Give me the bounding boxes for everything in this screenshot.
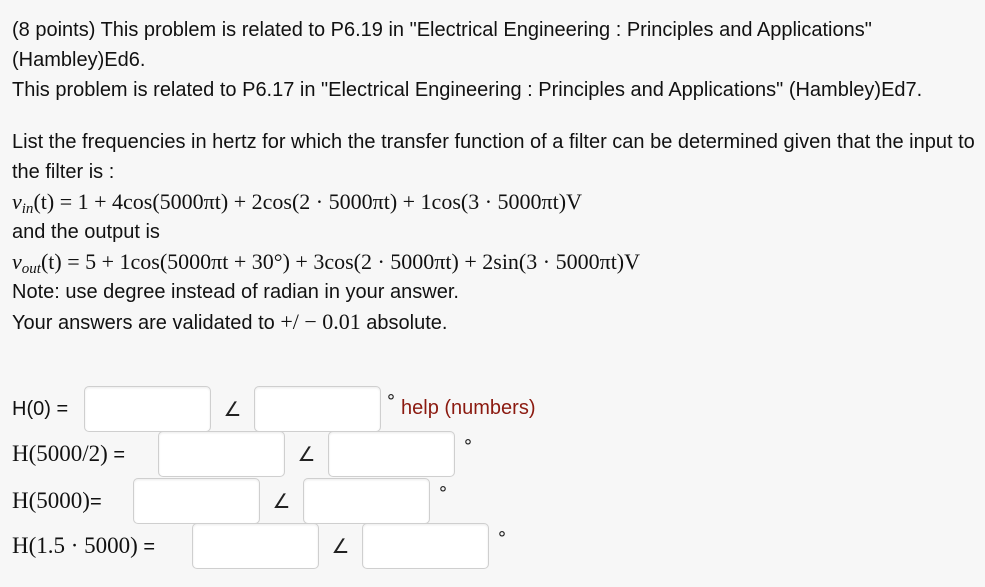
intro-ed7: This problem is related to P6.17 in "Electrical Engineering : Principles and Applications" (Hambley)Ed7.: [12, 79, 923, 101]
answer-row-h7500: [12, 523, 515, 569]
degree-icon: °: [463, 435, 473, 457]
degree-icon: °: [497, 527, 507, 549]
answer-label: [12, 441, 158, 467]
validation-suffix: absolute.: [360, 312, 448, 334]
answer-label-math: H(1.5 · 5000): [12, 533, 138, 558]
validation-tolerance: +/ − 0.01: [280, 309, 361, 334]
phase-input-h5000[interactable]: [303, 478, 430, 524]
vout-symbol: v: [12, 249, 22, 274]
phase-input-h7500[interactable]: [362, 523, 489, 569]
answer-label: [12, 533, 192, 559]
problem-statement: [12, 15, 977, 338]
intro-ed6: (8 points) This problem is related to P6.19 in "Electrical Engineering : Principles and Applications" (Hambley)Ed6.: [12, 19, 872, 71]
answer-label-suffix: =: [137, 536, 156, 558]
magnitude-input-h2500[interactable]: [158, 431, 285, 477]
answer-row-h2500: [12, 431, 481, 477]
angle-icon: ∠: [223, 397, 242, 421]
phase-input-h2500[interactable]: [328, 431, 455, 477]
validation-text: [12, 307, 977, 338]
magnitude-input-h0[interactable]: [84, 386, 211, 432]
validation-prefix: Your answers are validated to: [12, 312, 281, 334]
spacer: [12, 105, 977, 127]
answer-label-math: H(5000): [12, 488, 90, 513]
question-text: List the frequencies in hertz for which the transfer function of a filter can be determined given that the input to the filter is :: [12, 131, 975, 183]
input-equation: [12, 187, 977, 217]
answer-label-suffix: =: [89, 491, 102, 513]
vin-expression: (t) = 1 + 4cos(5000πt) + 2cos(2 · 5000πt) + 1cos(3 · 5000πt)V: [33, 189, 582, 214]
answer-row-h5000: [12, 478, 456, 524]
answer-label-math: H(5000/2): [12, 441, 108, 466]
vout-subscript: out: [21, 261, 41, 277]
degree-icon: °: [438, 482, 448, 504]
angle-icon: ∠: [331, 534, 350, 558]
help-numbers-link[interactable]: help (numbers): [401, 396, 536, 419]
angle-icon: ∠: [297, 442, 316, 466]
note-text: Note: use degree instead of radian in your answer.: [12, 281, 459, 303]
magnitude-input-h7500[interactable]: [192, 523, 319, 569]
vout-expression: (t) = 5 + 1cos(5000πt + 30°) + 3cos(2 · 5000πt) + 2sin(3 · 5000πt)V: [40, 249, 641, 274]
angle-icon: ∠: [272, 489, 291, 513]
answer-label: [12, 398, 84, 421]
phase-input-h0[interactable]: [254, 386, 381, 432]
vin-symbol: v: [12, 189, 22, 214]
answer-label-suffix: =: [107, 444, 126, 466]
magnitude-input-h5000[interactable]: [133, 478, 260, 524]
answer-label-text: H(0) =: [12, 397, 69, 420]
degree-icon: °: [386, 390, 396, 412]
output-equation: [12, 247, 977, 277]
vin-subscript: in: [21, 201, 34, 217]
answer-label: [12, 488, 133, 514]
output-intro: and the output is: [12, 221, 160, 243]
answer-row-h0: [12, 386, 536, 432]
